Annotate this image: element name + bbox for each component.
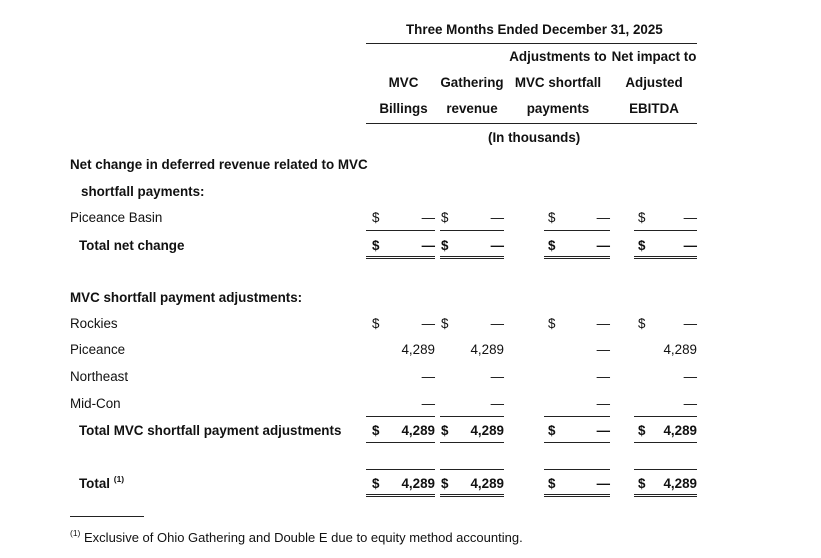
cell-value: — bbox=[421, 369, 435, 384]
rule bbox=[634, 496, 697, 497]
grand-total-label: Total $^{(1)}$ bbox=[79, 474, 125, 491]
currency-sign: $ bbox=[548, 238, 556, 253]
cell-value: 4,289 bbox=[401, 342, 435, 357]
rule bbox=[366, 230, 435, 231]
footnote-ref: (1) bbox=[113, 474, 125, 484]
currency-sign: $ bbox=[548, 423, 556, 438]
cell-value: 4,289 bbox=[401, 423, 435, 438]
currency-sign: $ bbox=[638, 210, 646, 225]
rule bbox=[440, 256, 504, 257]
currency-sign: $ bbox=[372, 316, 380, 331]
rule bbox=[440, 416, 504, 417]
rule bbox=[634, 230, 697, 231]
section1-title: Net change in deferred revenue related to MVC bbox=[70, 157, 368, 172]
total-label: Total net change bbox=[79, 238, 185, 253]
rule bbox=[366, 416, 435, 417]
cell-value: — bbox=[421, 316, 435, 331]
currency-sign: $ bbox=[372, 476, 380, 491]
cell-value: — bbox=[596, 476, 610, 491]
cell-value: — bbox=[683, 369, 697, 384]
cell-value: — bbox=[596, 396, 610, 411]
cell-value: — bbox=[596, 423, 610, 438]
cell-value: — bbox=[490, 210, 504, 225]
cell-value: — bbox=[683, 210, 697, 225]
cell-value: 4,289 bbox=[470, 423, 504, 438]
cell-value: — bbox=[421, 210, 435, 225]
rule bbox=[366, 258, 435, 259]
currency-sign: $ bbox=[638, 316, 646, 331]
currency-sign: $ bbox=[372, 238, 380, 253]
rule bbox=[634, 416, 697, 417]
rule bbox=[634, 256, 697, 257]
cell-value: 4,289 bbox=[663, 342, 697, 357]
rule bbox=[366, 469, 435, 470]
cell-value: 4,289 bbox=[663, 423, 697, 438]
currency-sign: $ bbox=[441, 210, 449, 225]
rule bbox=[544, 442, 610, 443]
rule bbox=[440, 230, 504, 231]
currency-sign: $ bbox=[548, 316, 556, 331]
rule bbox=[544, 258, 610, 259]
cell-value: 4,289 bbox=[470, 476, 504, 491]
currency-sign: $ bbox=[548, 476, 556, 491]
rule bbox=[544, 230, 610, 231]
rule bbox=[544, 494, 610, 495]
header-bottom-rule bbox=[366, 123, 697, 124]
row-label: Piceance Basin bbox=[70, 210, 163, 225]
rule bbox=[366, 256, 435, 257]
rule bbox=[366, 496, 435, 497]
col-net-impact-header: Net impact to Adjusted EBITDA bbox=[611, 49, 697, 116]
cell-value: — bbox=[683, 396, 697, 411]
rule bbox=[440, 258, 504, 259]
rule bbox=[634, 469, 697, 470]
cell-value: — bbox=[490, 238, 504, 253]
currency-sign: $ bbox=[638, 476, 646, 491]
currency-sign: $ bbox=[441, 476, 449, 491]
cell-value: 4,289 bbox=[663, 476, 697, 491]
rule bbox=[440, 496, 504, 497]
rule bbox=[544, 416, 610, 417]
currency-sign: $ bbox=[441, 423, 449, 438]
rule bbox=[544, 256, 610, 257]
row-label: Rockies bbox=[70, 316, 118, 331]
row-label: Piceance bbox=[70, 342, 126, 357]
col-mvc-adjustments-header: Adjustments to MVC shortfall payments bbox=[509, 49, 607, 116]
cell-value: — bbox=[490, 369, 504, 384]
header-rule bbox=[366, 43, 697, 44]
currency-sign: $ bbox=[638, 238, 646, 253]
cell-value: — bbox=[596, 210, 610, 225]
row-label: Northeast bbox=[70, 369, 129, 384]
cell-value: — bbox=[490, 396, 504, 411]
col-gathering-revenue-header: Gathering revenue bbox=[440, 75, 504, 116]
rule bbox=[544, 496, 610, 497]
cell-value: 4,289 bbox=[470, 342, 504, 357]
cell-value: 4,289 bbox=[401, 476, 435, 491]
currency-sign: $ bbox=[372, 423, 380, 438]
rule bbox=[440, 469, 504, 470]
section1-title-cont: shortfall payments: bbox=[81, 184, 205, 199]
cell-value: — bbox=[683, 316, 697, 331]
currency-sign: $ bbox=[441, 238, 449, 253]
rule bbox=[440, 494, 504, 495]
currency-sign: $ bbox=[372, 210, 380, 225]
cell-value: — bbox=[596, 238, 610, 253]
rule bbox=[366, 494, 435, 495]
footnote: $^{(1)}$ Exclusive of Ohio Gathering and Double E due to equity method accounting. bbox=[70, 528, 523, 545]
rule bbox=[440, 442, 504, 443]
rule bbox=[634, 442, 697, 443]
period-header: Three Months Ended December 31, 2025 bbox=[406, 22, 663, 37]
cell-value: — bbox=[596, 369, 610, 384]
cell-value: — bbox=[683, 238, 697, 253]
currency-sign: $ bbox=[441, 316, 449, 331]
rule bbox=[544, 469, 610, 470]
cell-value: — bbox=[421, 396, 435, 411]
cell-value: — bbox=[596, 342, 610, 357]
footnote-rule bbox=[70, 516, 144, 517]
row-label: Mid-Con bbox=[70, 396, 121, 411]
col-mvc-billings-header: MVC Billings bbox=[379, 75, 428, 116]
currency-sign: $ bbox=[638, 423, 646, 438]
currency-sign: $ bbox=[548, 210, 556, 225]
section2-title: MVC shortfall payment adjustments: bbox=[70, 290, 303, 305]
units-label: (In thousands) bbox=[488, 130, 581, 145]
rule bbox=[634, 258, 697, 259]
cell-value: — bbox=[596, 316, 610, 331]
total-label: Total MVC shortfall payment adjustments bbox=[79, 423, 342, 438]
cell-value: — bbox=[421, 238, 435, 253]
rule bbox=[634, 494, 697, 495]
cell-value: — bbox=[490, 316, 504, 331]
rule bbox=[366, 442, 435, 443]
